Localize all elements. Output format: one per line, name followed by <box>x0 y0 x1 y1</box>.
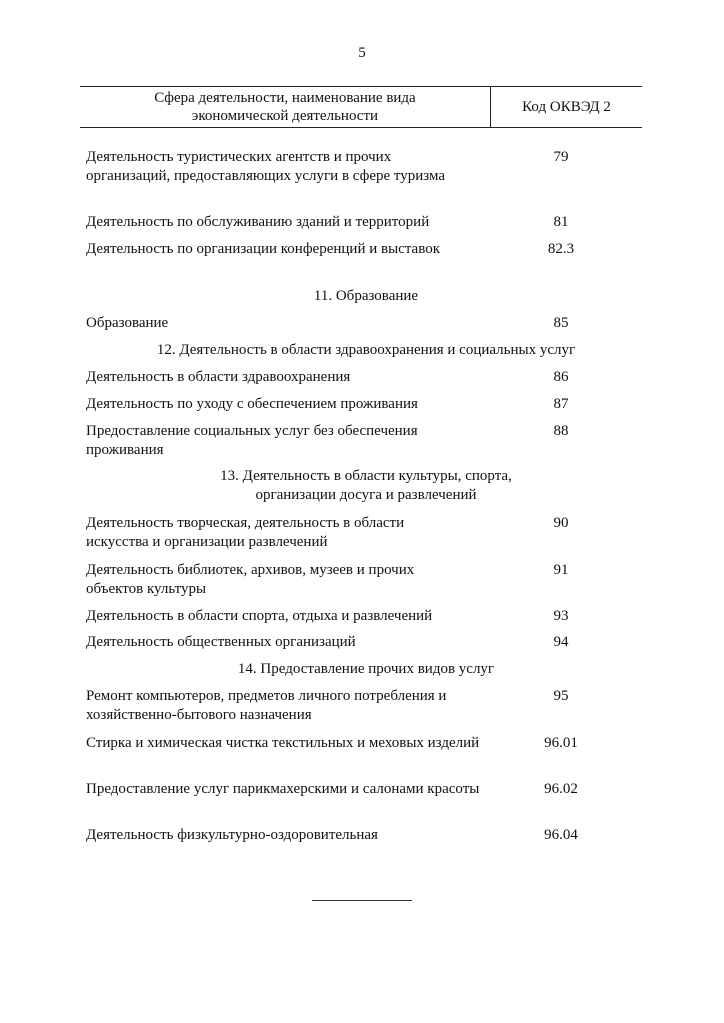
section-title <box>86 467 646 505</box>
okved-code: 82.3 <box>547 241 575 257</box>
activity-name: Деятельность в области спорта, отдыха и развлечений <box>86 608 433 624</box>
okved-code: 93 <box>553 608 569 624</box>
okved-code: 96.01 <box>544 735 578 751</box>
section-title: 11. Образование <box>313 288 419 304</box>
page-number: 5 <box>358 45 366 61</box>
activity-name: Деятельность по обслуживанию зданий и территорий <box>86 214 430 230</box>
okved-code: 81 <box>553 214 569 230</box>
okved-code: 87 <box>553 396 569 412</box>
okved-code: 94 <box>553 634 569 650</box>
activity-name: Предоставление социальных услуг без обеспечения проживания <box>86 423 418 458</box>
section-title: 14. Предоставление прочих видов услуг <box>237 661 495 677</box>
activity-name: Ремонт компьютеров, предметов личного потребления и хозяйственно-бытового назначения <box>86 688 447 723</box>
activity-name: Деятельность физкультурно-оздоровительная <box>86 827 378 843</box>
activity-name: Предоставление услуг парикмахерскими и салонами красоты <box>86 781 480 797</box>
okved-code: 79 <box>553 149 569 165</box>
okved-code: 96.04 <box>544 827 578 843</box>
section-title-line1: 13. Деятельность в области культуры, спорта, <box>220 468 512 484</box>
header-code-column: Код ОКВЭД 2 <box>522 98 611 115</box>
header-activity-column <box>80 87 491 127</box>
header-activity-label: Сфера деятельности, наименование вида экономической деятельности <box>154 90 416 124</box>
okved-code: 88 <box>553 423 569 439</box>
activity-name: Деятельность по организации конференций и выставок <box>86 241 440 257</box>
okved-code: 86 <box>553 369 569 385</box>
activity-name: Деятельность библиотек, архивов, музеев и прочих объектов культуры <box>86 562 415 597</box>
activity-name: Стирка и химическая чистка текстильных и меховых изделий <box>86 735 480 751</box>
activity-name: Деятельность туристических агентств и прочих организаций, предоставляющих услуги в сфере туризма <box>86 149 446 184</box>
okved-code: 85 <box>553 315 569 331</box>
end-separator-line <box>312 900 412 901</box>
okved-code: 90 <box>553 515 569 531</box>
table-header <box>80 86 642 128</box>
section-title-line2: организации досуга и развлечений <box>255 487 477 503</box>
activity-name: Деятельность в области здравоохранения <box>86 369 351 385</box>
section-title: 12. Деятельность в области здравоохранения и социальных услуг <box>156 342 576 358</box>
activity-name: Образование <box>86 315 169 331</box>
activity-name: Деятельность творческая, деятельность в области искусства и организации развлечений <box>86 515 405 550</box>
okved-code: 91 <box>553 562 569 578</box>
activity-name: Деятельность общественных организаций <box>86 634 356 650</box>
okved-code: 95 <box>553 688 569 704</box>
activity-name: Деятельность по уходу с обеспечением проживания <box>86 396 418 412</box>
okved-code: 96.02 <box>544 781 578 797</box>
